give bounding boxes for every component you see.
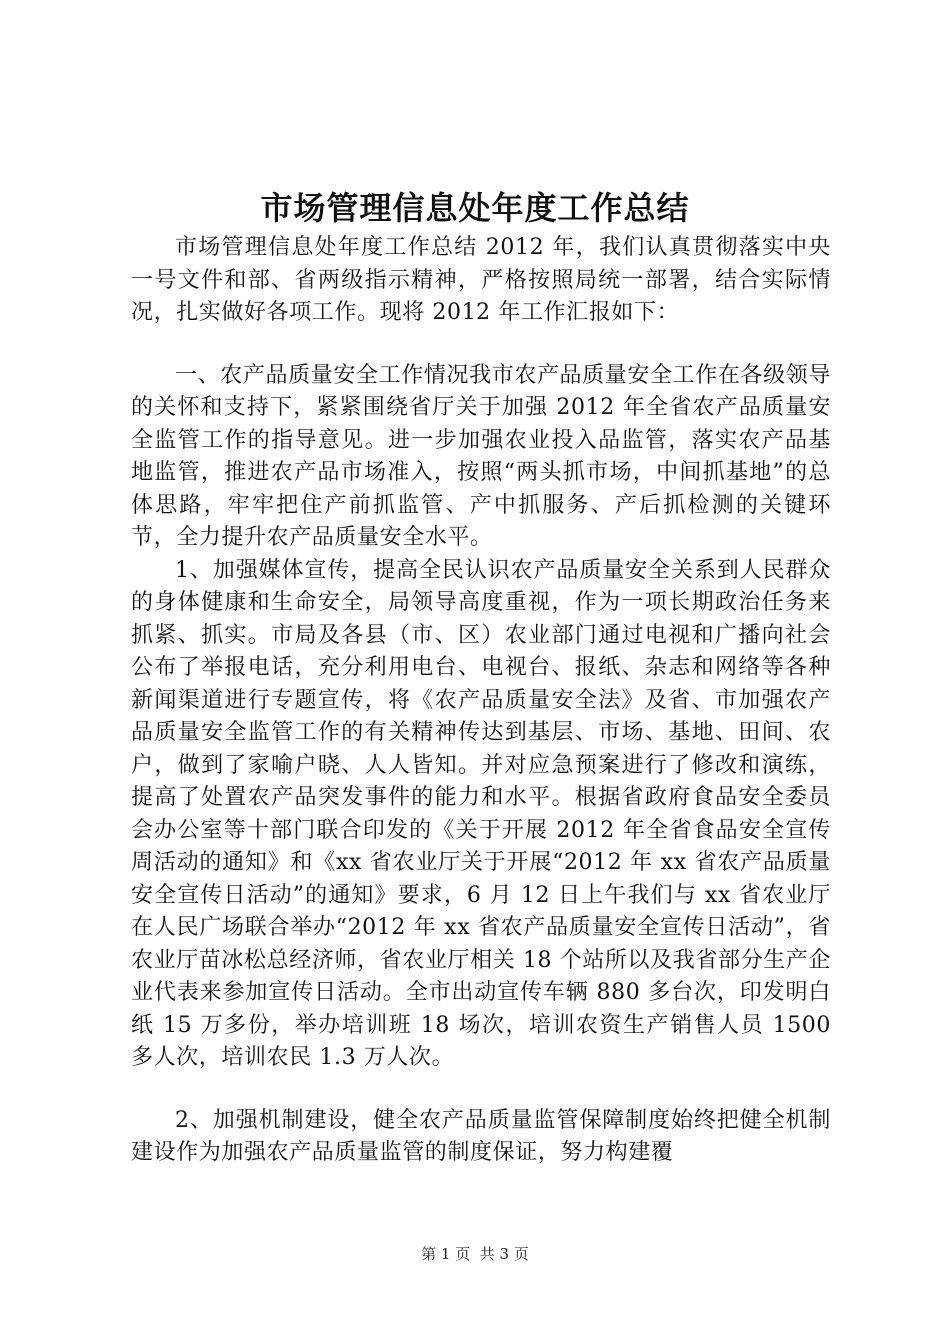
- paragraph-item-one: 1、加强媒体宣传，提高全民认识农产品质量安全关系到人民群众的身体健康和生命安全，局领导高度重视，作为一项长期政治任务来抓紧、抓实。市局及各县（市、区）农业部门通过电视和广播向社会公布了举报电话，充分利用电台、电视台、报纸、杂志和网络等各种新闻渠道进行专题宣传，将《农产品质量安全法》及省、市加强农产品质量安全监管工作的有关精神传达到基层、市场、基地、田间、农户，做到了家喻户晓、人人皆知。并对应急预案进行了修改和演练，提高了处置农产品突发事件的能力和水平。根据省政府食品安全委员会办公室等十部门联合印发的《关于开展 2012 年全省食品安全宣传周活动的通知》和《xx 省农业厅关于开展“2012 年 xx 省农产品质量安全宣传日活动”的通知》要求，6 月 12 日上午我们与 xx 省农业厅在人民广场联合举办“2012 年 xx 省农产品质量安全宣传日活动”，省农业厅苗冰松总经济师，省农业厅相关 18 个站所以及我省部分生产企业代表来参加宣传日活动。全市出动宣传车辆 880 多台次，印发明白纸 15 万多份，举办培训班 18 场次，培训农资生产销售人员 1500 多人次，培训农民 1.3 万人次。: [131, 557, 831, 1070]
- paragraph-gap: [131, 1075, 831, 1105]
- document-title: 市场管理信息处年度工作总结: [260, 189, 690, 227]
- paragraph-section-one: 一、农产品质量安全工作情况我市农产品质量安全工作在各级领导的关怀和支持下，紧紧围绕省厅关于加强 2012 年全省农产品质量安全监管工作的指导意见。进一步加强农业投入品监管，落实农产品基地监管，推进农产品市场准入，按照“两头抓市场，中间抓基地”的总体思路，牢牢把住产前抓监管、产中抓服务、产后抓检测的关键环节，全力提升农产品质量安全水平。: [131, 362, 831, 550]
- paragraph-gap: [131, 330, 831, 360]
- paragraph-intro: 市场管理信息处年度工作总结 2012 年，我们认真贯彻落实中央一号文件和部、省两级指示精神，严格按照局统一部署，结合实际情况，扎实做好各项工作。现将 2012 年工作汇报如下：: [131, 235, 831, 325]
- document-body: [131, 232, 831, 1170]
- page-total: 共 3 页: [479, 1245, 529, 1263]
- page-number: 第 1 页: [421, 1245, 471, 1263]
- paragraph-item-two: 2、加强机制建设，健全农产品质量监管保障制度始终把健全机制建设作为加强农产品质量监管的制度保证，努力构建覆: [131, 1107, 831, 1165]
- page-footer: [0, 1244, 950, 1264]
